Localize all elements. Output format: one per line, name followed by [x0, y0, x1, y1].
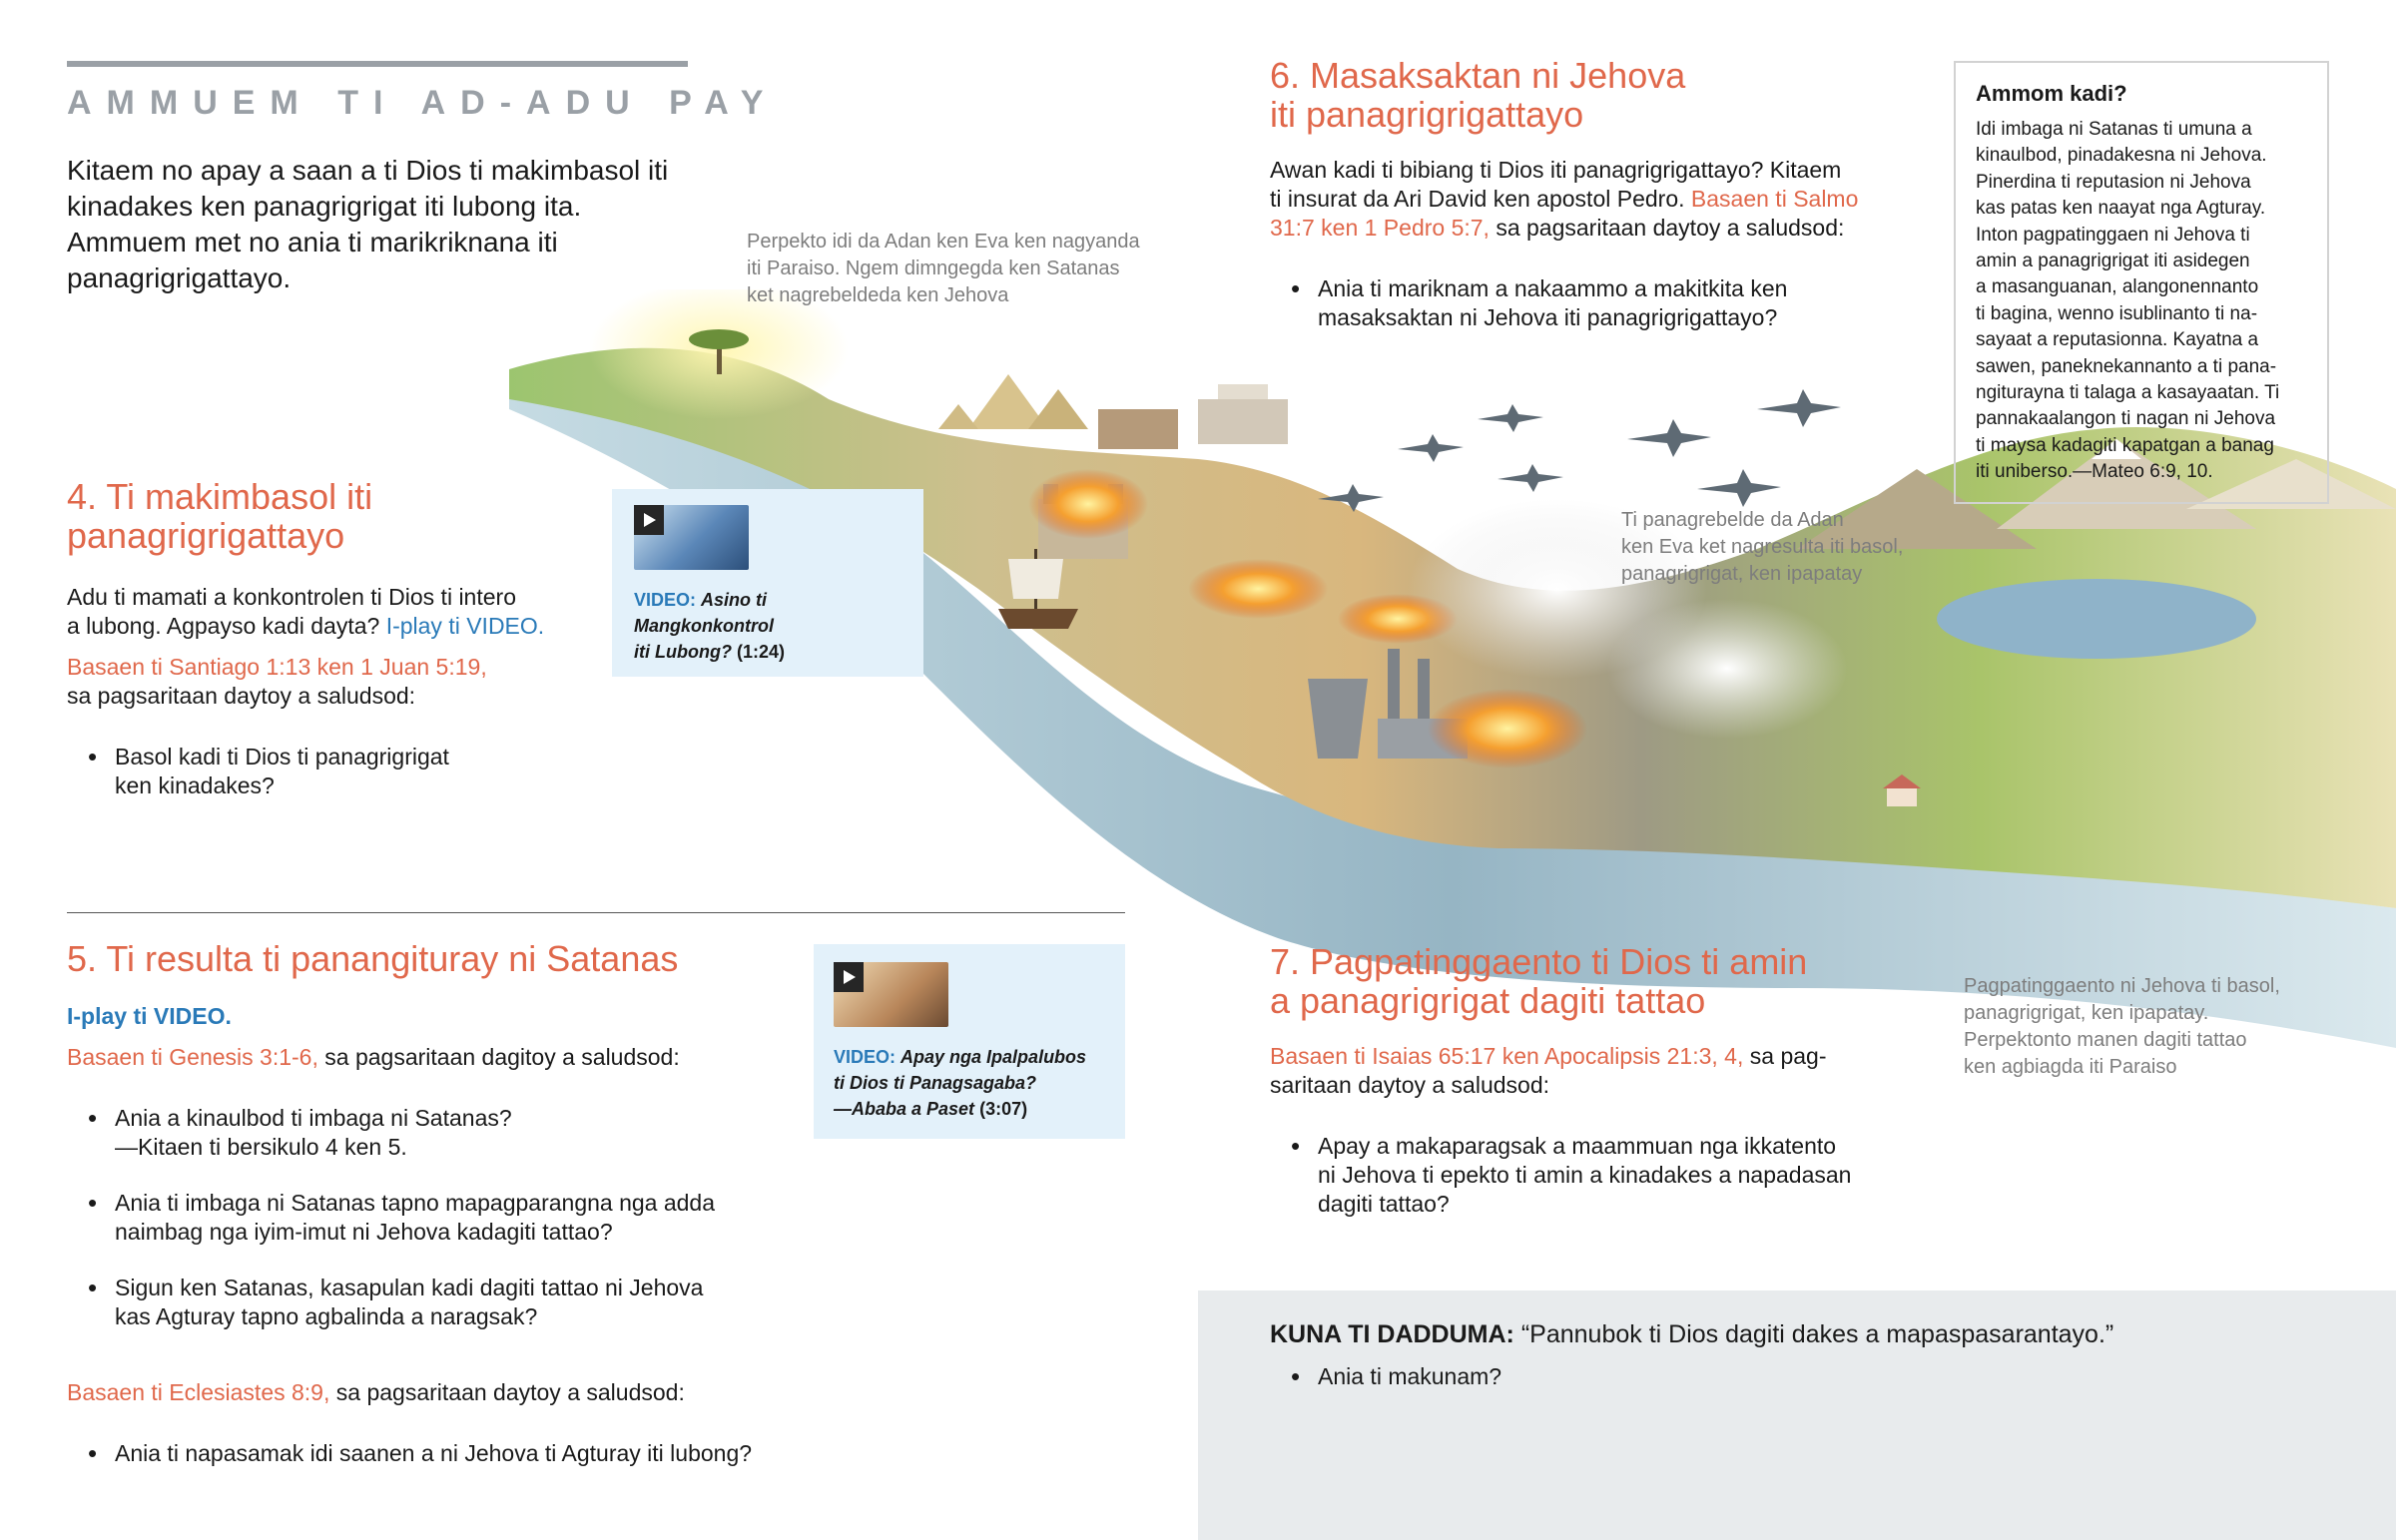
scripture-link[interactable]: Basaen ti Salmo: [1690, 186, 1859, 212]
section5-reading1: Basaen ti Genesis 3:1-6, sa pagsaritaan dagitoy a saludsod:: [67, 1044, 680, 1070]
lake: [1937, 579, 2256, 659]
section-label: AMMUEM TI AD-ADU PAY: [67, 84, 779, 122]
play-video-link[interactable]: I-play ti VIDEO.: [67, 1003, 232, 1029]
section4-text: Adu ti mamati a konkontrolen ti Dios ti intero a lubong. Agpayso kadi dayta? I-play ti VIDEO.: [67, 584, 545, 639]
question-item: • Basol kadi ti Dios ti panagrigrigat ken kinadakes?: [67, 743, 586, 800]
section6-title: 6. Masaksaktan ni Jehova iti panagrigrigattayo: [1270, 55, 1686, 135]
others-say-questions: [1270, 1362, 1501, 1400]
caption-rebellion: Ti panagrebelde da Adan ken Eva ket nagresulta iti basol, panagrigrigat, ken ipapatay: [1621, 509, 1904, 585]
section4-reading: Basaen ti Santiago 1:13 ken 1 Juan 5:19, sa pagsaritaan daytoy a saludsod:: [67, 654, 487, 709]
caption-paradise: Perpekto idi da Adan ken Eva ken nagyanda iti Paraiso. Ngem dimngegda ken Satanas ket nagrebeldeda ken Jehova: [747, 231, 1140, 306]
header-rule: [67, 61, 688, 67]
battle-fire: [1188, 559, 1328, 619]
others-say-line: [1270, 1318, 2113, 1350]
scripture-link[interactable]: Basaen ti Eclesiastes 8:9,: [67, 1379, 330, 1405]
video-thumbnail[interactable]: [634, 505, 749, 570]
did-you-know-body: Idi imbaga ni Satanas ti umuna a kinaulbod, pinadakesna ni Jehova. Pinerdina ti reputasion ni Jehova kas patas ken naayat nga Agturay. Inton pagpatinggaen ni Jehova ti amin a panagrigrigat iti asidegen a masanguanan, alangonennanto ti bagina, wenno isublinanto ti na- sayaat a reputasionna. Kayatna a sawen, paneknekannanto a ti pana- ngiturayna ti talaga a kasayaatan. Ti pannakaalangon ti nagan ni Jehova ti maysa kadagiti kapatgan a banag iti uniberso.—Mateo 6:9, 10.: [1976, 119, 2280, 483]
question-item: • Sigun ken Satanas, kasapulan kadi dagiti tattao ni Jehova kas Agturay tapno agbalinda a naragsak?: [67, 1274, 806, 1331]
did-you-know-box: [1954, 61, 2329, 504]
section5-questions1: [67, 1086, 806, 1358]
section7-questions: [1270, 1114, 1909, 1246]
play-icon[interactable]: [634, 505, 664, 535]
question-item: • Apay a makaparagsak a maammuan nga ikkatento ni Jehova ti epekto ti amin a kinadakes a napadasan dagiti tattao?: [1270, 1132, 1909, 1219]
video-thumbnail[interactable]: [834, 962, 948, 1027]
section5-title: 5. Ti resulta ti panangituray ni Satanas: [67, 938, 679, 979]
scripture-link[interactable]: 31:7 ken 1 Pedro 5:7,: [1270, 215, 1490, 241]
question-item: • Ania ti makunam?: [1270, 1362, 1501, 1391]
others-say-panel: [1198, 1290, 2396, 1540]
section4-title: 4. Ti makimbasol iti panagrigrigattayo: [67, 476, 373, 556]
section5-play: [67, 1002, 806, 1031]
intro-paragraph: Kitaem no apay a saan a ti Dios ti makimbasol iti kinadakes ken panagrigrigat iti lubong ita. Ammuem met no ania ti marikriknana iti panagrigrigattayo.: [67, 155, 669, 293]
section6-text: Awan kadi ti bibiang ti Dios iti panagrigrigattayo? Kitaem ti insurat da Ari David ken apostol Pedro. Basaen ti Salmo 31:7 ken 1 Pedro 5:7, sa pagsaritaan daytoy a saludsod:: [1270, 157, 1859, 241]
scripture-link[interactable]: Basaen ti Genesis 3:1-6,: [67, 1044, 318, 1070]
pyramids-icon: [938, 374, 1088, 429]
section-divider: [67, 912, 1125, 913]
section5-questions2: [67, 1421, 806, 1495]
section7-title: 7. Pagpatinggaento ti Dios ti amin a panagrigrigat dagiti tattao: [1270, 941, 1808, 1021]
others-say-label: KUNA TI DADDUMA:: [1270, 1320, 1514, 1348]
ancient-city-icon: [1098, 384, 1288, 449]
play-icon[interactable]: [834, 962, 864, 992]
play-video-link[interactable]: I-play ti VIDEO.: [385, 613, 545, 639]
question-item: • Ania ti imbaga ni Satanas tapno mapagparangna nga adda naimbag nga iyim-imut ni Jehova kadagiti tattao?: [67, 1189, 806, 1247]
caption-future: Pagpatinggaento ni Jehova ti basol, panagrigrigat, ken ipapatay. Perpektonto manen dagiti tattao ken agbiagda iti Paraiso: [1964, 975, 2280, 1078]
video-card[interactable]: [814, 944, 1125, 1139]
others-say-quote: “Pannubok ti Dios dagiti dakes a mapaspasarantayo.”: [1520, 1320, 2114, 1348]
smoke-cloud: [1607, 599, 1847, 739]
video-card[interactable]: [612, 489, 923, 677]
question-item: • Ania ti mariknam a nakaammo a makitkita ken masaksaktan ni Jehova iti panagrigrigattayo?: [1270, 274, 1909, 332]
question-item: • Ania ti napasamak idi saanen a ni Jehova ti Agturay iti lubong?: [67, 1439, 806, 1468]
video-caption: VIDEO: Apay nga Ipalpalubos ti Dios ti Panagsagaba? —Ababa a Paset (3:07): [834, 1047, 1087, 1119]
section5-reading2: Basaen ti Eclesiastes 8:9, sa pagsaritaan daytoy a saludsod:: [67, 1379, 685, 1405]
scripture-link[interactable]: Basaen ti Isaias 65:17 ken Apocalipsis 21:3, 4,: [1270, 1043, 1744, 1069]
section6-questions: [1270, 257, 1909, 359]
question-item: • Ania a kinaulbod ti imbaga ni Satanas? —Kitaen ti bersikulo 4 ken 5.: [67, 1104, 806, 1162]
section7-reading: Basaen ti Isaias 65:17 ken Apocalipsis 21:3, 4, sa pag- saritaan daytoy a saludsod:: [1270, 1043, 1827, 1098]
video-caption: VIDEO: Asino ti Mangkonkontrol iti Lubong? (1:24): [634, 590, 785, 662]
scripture-link[interactable]: Basaen ti Santiago 1:13 ken 1 Juan 5:19,: [67, 654, 487, 680]
did-you-know-title: Ammom kadi?: [1976, 81, 2127, 106]
forest-fire: [1428, 689, 1587, 769]
aircraft-icons: [1318, 389, 1841, 512]
section4-questions: [67, 725, 586, 827]
